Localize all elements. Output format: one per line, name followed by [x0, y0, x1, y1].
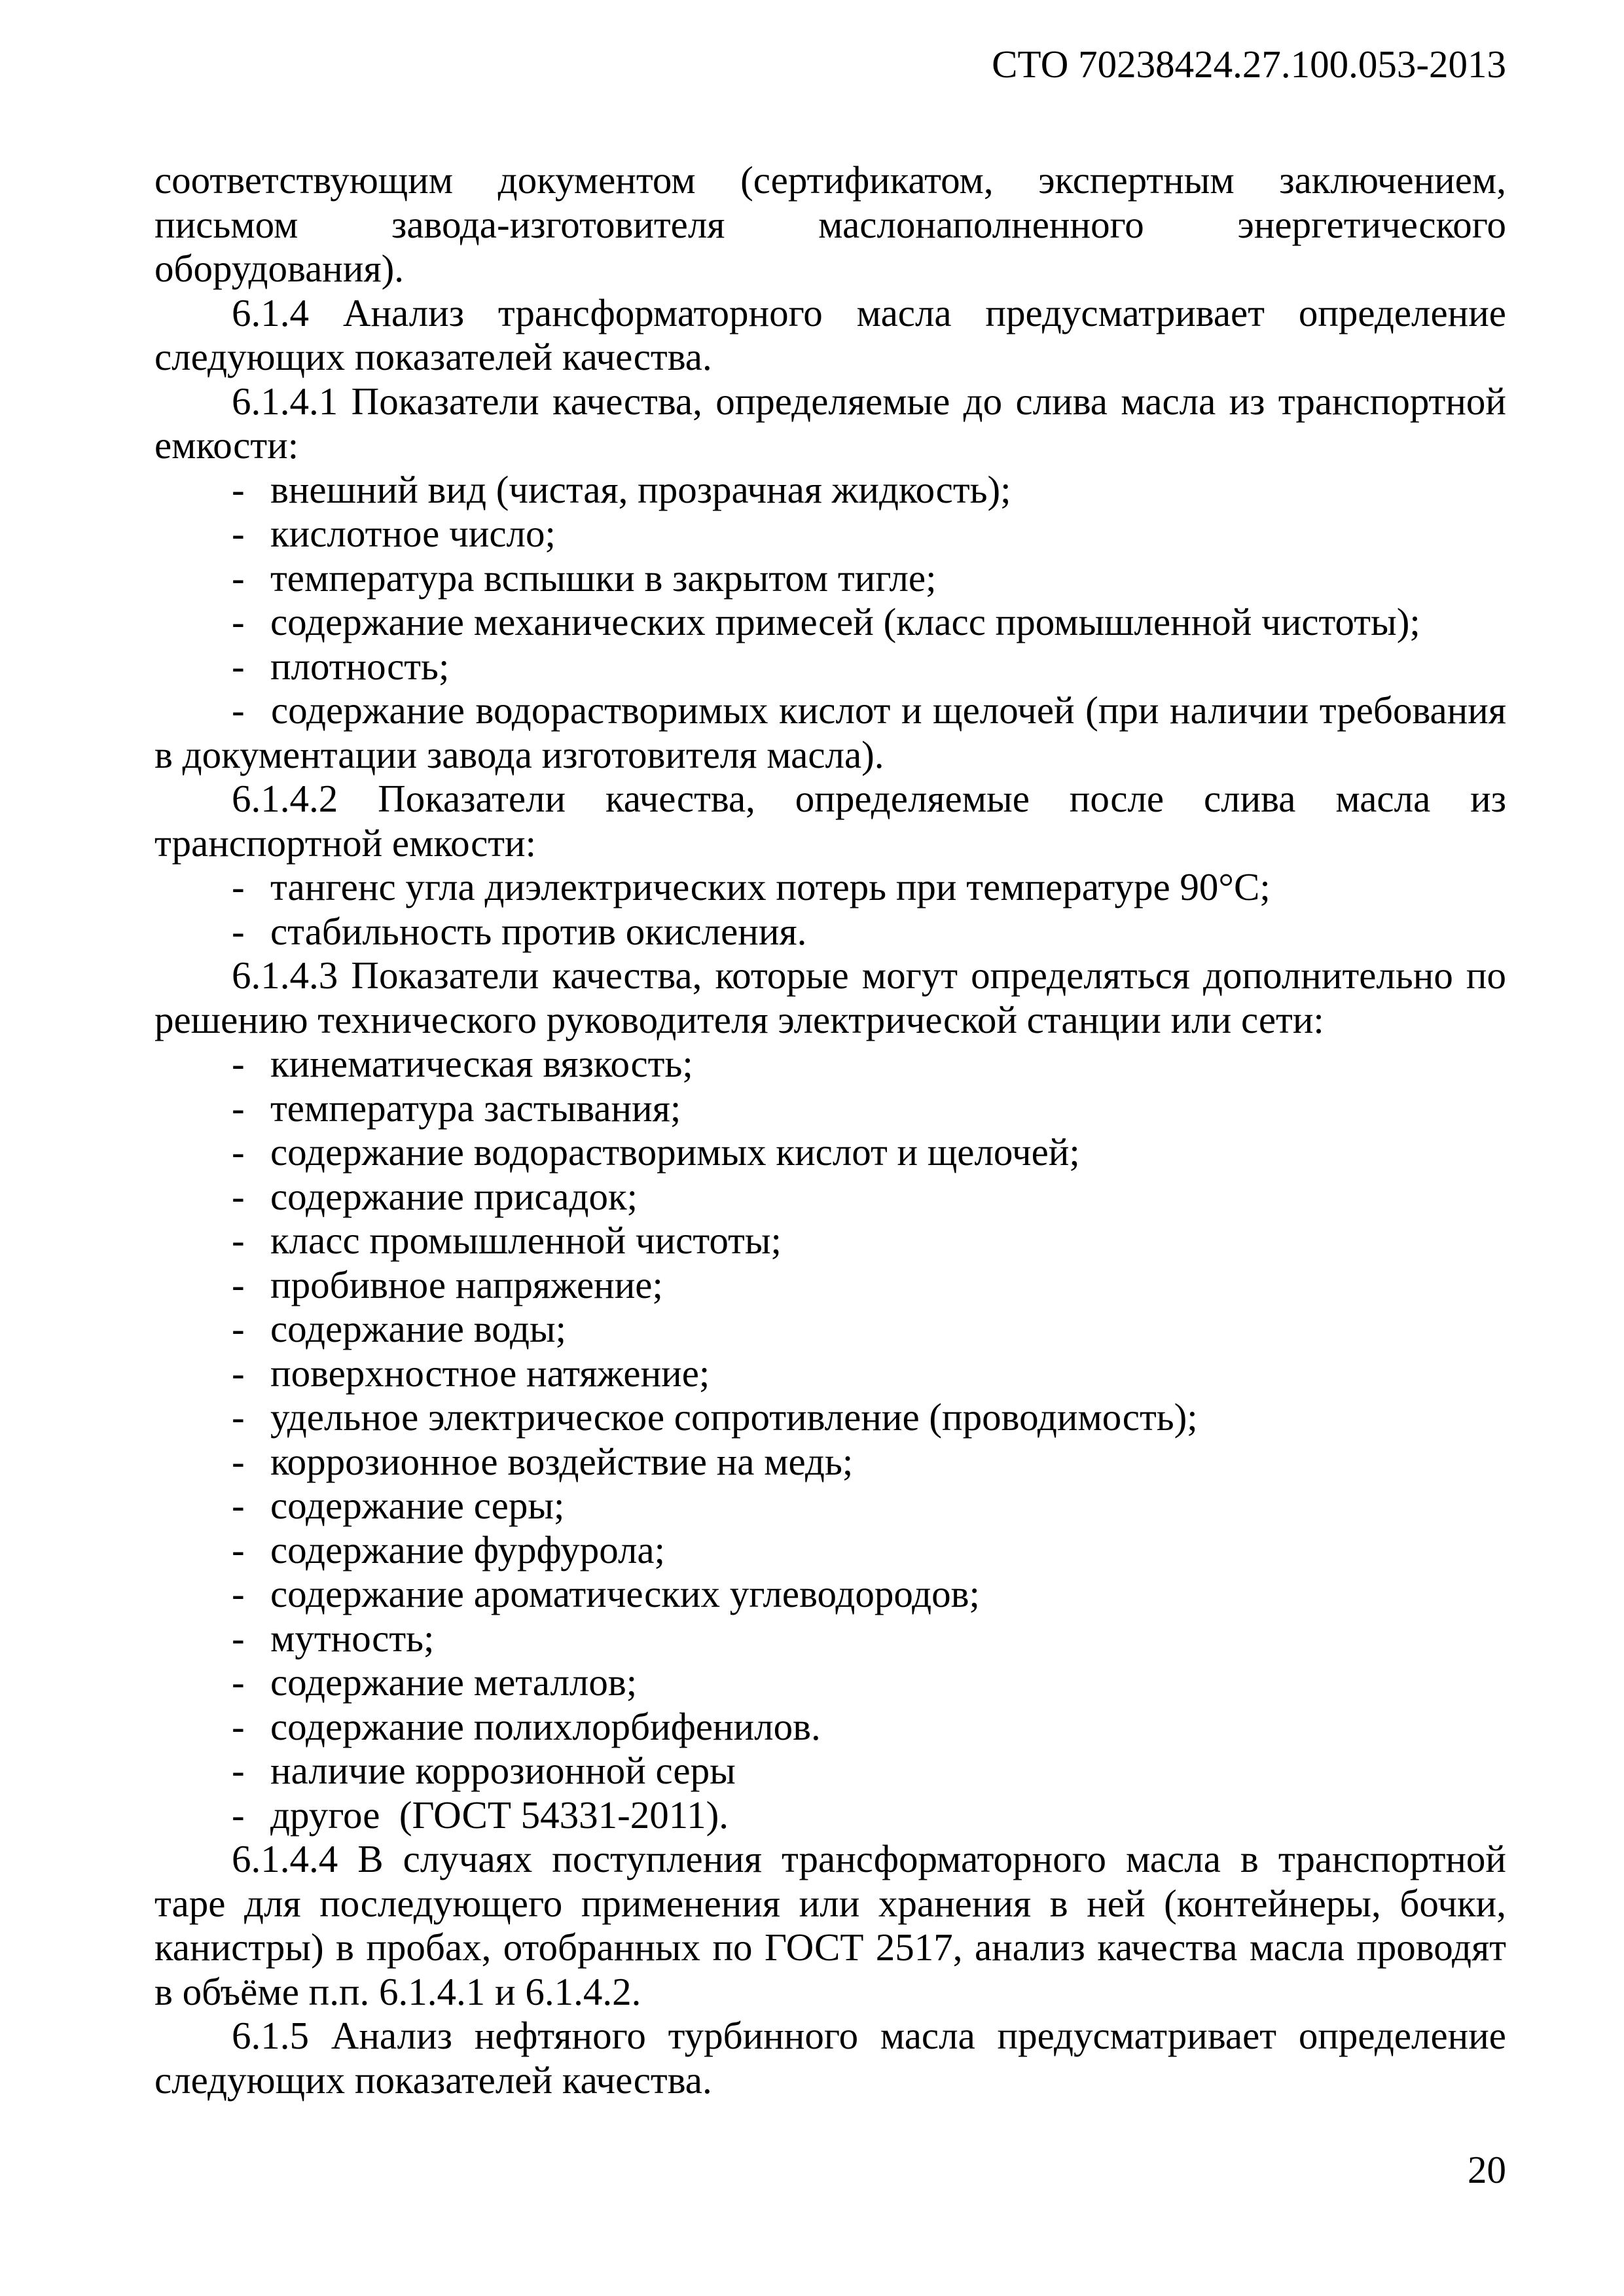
dash-marker: -: [232, 1351, 245, 1395]
dash-marker: -: [232, 1704, 245, 1748]
list-item-text: удельное электрическое сопротивление (проводимость);: [270, 1395, 1198, 1439]
dash-marker: -: [232, 1528, 245, 1571]
dash-marker: -: [232, 1439, 245, 1483]
paragraph-continuation: соответствующим документом (сертификатом, экспертным заключением, письмом завода-изготовителя маслонаполненного энергетического оборудования).: [154, 158, 1506, 290]
list-item-text: содержание фурфурола;: [270, 1528, 665, 1571]
list-item-text: содержание присадок;: [270, 1174, 638, 1218]
list-item-text: пробивное напряжение;: [270, 1263, 663, 1306]
dash-marker: -: [232, 600, 245, 643]
list-item: [154, 1660, 1506, 1705]
list-item: [154, 1749, 1506, 1793]
list-item-text: поверхностное натяжение;: [270, 1351, 710, 1395]
list-item: [154, 468, 1506, 512]
list-item: [154, 1705, 1506, 1749]
list-item-text: тангенс угла диэлектрических потерь при температуре 90°С;: [270, 865, 1271, 908]
dash-marker: -: [232, 1395, 245, 1439]
list-item: [154, 1086, 1506, 1131]
list-6-1-4-3: [154, 1042, 1506, 1837]
list-item-text: плотность;: [270, 644, 450, 688]
list-item: [154, 1307, 1506, 1352]
dash-marker: -: [232, 1174, 245, 1218]
list-item-text: содержание воды;: [270, 1307, 567, 1350]
list-item-text: содержание механических примесей (класс промышленной чистоты);: [270, 600, 1420, 643]
list-item: [154, 1395, 1506, 1440]
list-item: [154, 1617, 1506, 1661]
list-item-text: кинематическая вязкость;: [270, 1042, 693, 1085]
dash-marker: -: [232, 512, 245, 555]
list-item: [154, 1175, 1506, 1219]
paragraph-6-1-4: 6.1.4 Анализ трансформаторного масла предусматривает определение следующих показателей качества.: [154, 291, 1506, 378]
dash-marker: -: [232, 1042, 245, 1085]
list-item-text: температура застывания;: [270, 1086, 681, 1130]
dash-marker: -: [232, 556, 245, 600]
list-item: [154, 865, 1506, 910]
dash-marker: -: [232, 689, 245, 732]
list-item: [154, 1130, 1506, 1175]
list-item: [154, 1219, 1506, 1263]
list-6-1-4-2: [154, 865, 1506, 954]
list-item-text: класс промышленной чистоты;: [270, 1219, 782, 1262]
list-item-wrapped: [154, 689, 1506, 777]
list-item: [154, 1440, 1506, 1484]
list-item: [154, 1352, 1506, 1396]
dash-marker: -: [232, 1484, 245, 1527]
dash-marker: -: [232, 1130, 245, 1174]
list-6-1-4-1: [154, 468, 1506, 778]
dash-marker: -: [232, 644, 245, 688]
dash-marker: -: [232, 1307, 245, 1350]
dash-marker: -: [232, 1086, 245, 1130]
list-item-text: коррозионное воздействие на медь;: [270, 1439, 854, 1483]
list-item: [154, 512, 1506, 556]
paragraph-6-1-4-2: 6.1.4.2 Показатели качества, определяемые после слива масла из транспортной емкости:: [154, 777, 1506, 865]
document-body: [154, 158, 1506, 2102]
list-item-text: мутность;: [270, 1616, 435, 1660]
paragraph-6-1-5: 6.1.5 Анализ нефтяного турбинного масла предусматривает определение следующих показателей качества.: [154, 2014, 1506, 2102]
document-code-header: СТО 70238424.27.100.053-2013: [992, 43, 1506, 86]
page-number: 20: [1468, 2148, 1506, 2191]
list-item: [154, 1528, 1506, 1573]
list-item-text: кислотное число;: [270, 512, 556, 555]
paragraph-6-1-4-1: 6.1.4.1 Показатели качества, определяемые до слива масла из транспортной емкости:: [154, 379, 1506, 467]
list-item-text: содержание ароматических углеводородов;: [270, 1572, 980, 1615]
list-item: [154, 556, 1506, 601]
list-item-text: содержание водорастворимых кислот и щелочей (при наличии требования в документации завода изготовителя масла).: [154, 689, 1506, 776]
dash-marker: -: [232, 1616, 245, 1660]
dash-marker: -: [232, 1749, 245, 1792]
list-item: [154, 1793, 1506, 1838]
dash-marker: -: [232, 1263, 245, 1306]
list-item: [154, 600, 1506, 645]
list-item: [154, 1484, 1506, 1528]
dash-marker: -: [232, 1572, 245, 1615]
list-item-text: содержание серы;: [270, 1484, 565, 1527]
list-item-text: содержание полихлорбифенилов.: [270, 1704, 821, 1748]
list-item: [154, 1263, 1506, 1308]
list-item: [154, 910, 1506, 954]
list-item: [154, 645, 1506, 689]
dash-marker: -: [232, 1793, 245, 1837]
list-item-text: стабильность против окисления.: [270, 909, 807, 953]
dash-marker: -: [232, 909, 245, 953]
dash-marker: -: [232, 467, 245, 511]
dash-marker: -: [232, 865, 245, 908]
paragraph-6-1-4-3: 6.1.4.3 Показатели качества, которые могут определяться дополнительно по решению технического руководителя электрической станции или сети:: [154, 954, 1506, 1041]
list-item-text: наличие коррозионной серы: [270, 1749, 736, 1792]
list-item: [154, 1042, 1506, 1086]
paragraph-6-1-4-4: 6.1.4.4 В случаях поступления трансформаторного масла в транспортной таре для последующего применения или хранения в ней (контейнеры, бочки, канистры) в пробах, отобранных по ГОСТ 2517, анализ качества масла проводят в объёме п.п. 6.1.4.1 и 6.1.4.2.: [154, 1837, 1506, 2013]
dash-marker: -: [232, 1219, 245, 1262]
list-item-text: содержание металлов;: [270, 1660, 638, 1704]
list-item: [154, 1572, 1506, 1617]
list-item-text: температура вспышки в закрытом тигле;: [270, 556, 937, 600]
dash-marker: -: [232, 1660, 245, 1704]
list-item-text: содержание водорастворимых кислот и щелочей;: [270, 1130, 1080, 1174]
list-item-text: внешний вид (чистая, прозрачная жидкость);: [270, 467, 1011, 511]
list-item-text: другое (ГОСТ 54331-2011).: [270, 1793, 729, 1837]
